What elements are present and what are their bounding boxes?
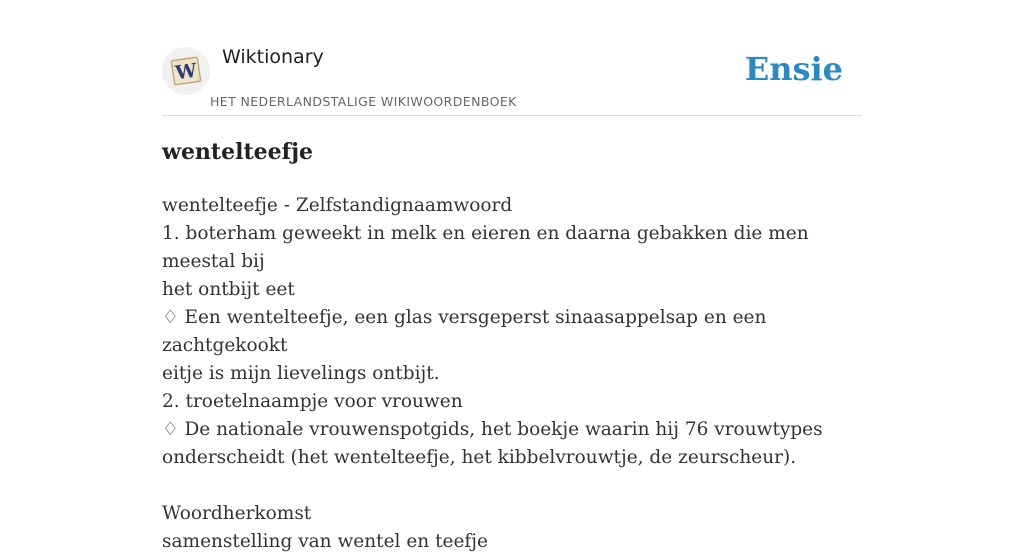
page-title: wentelteefje (162, 139, 314, 165)
definition-2: 2. troetelnaampje voor vrouwen (162, 391, 463, 412)
site-header (162, 0, 862, 116)
section-spacer (162, 472, 862, 500)
etymology-text: samenstelling van wentel en teefje (162, 531, 488, 552)
example-1: ♢ Een wentelteefje, een glas versgeperst sinaasappelsap en een zachtgekookt (162, 307, 767, 356)
entry-content (162, 192, 862, 556)
wiktionary-logo-icon[interactable] (162, 47, 210, 95)
ensie-brand-link[interactable]: Ensie (744, 50, 843, 88)
page (162, 0, 862, 552)
svg-text:W: W (174, 59, 199, 85)
logo-tile-graphic (168, 53, 204, 89)
site-subtitle: HET NEDERLANDSTALIGE WIKIWOORDENBOEK (210, 94, 517, 109)
etymology-heading: Woordherkomst (162, 503, 312, 524)
definition-1-continued: het ontbijt eet (162, 279, 295, 300)
example-1-continued: eitje is mijn lievelings ontbijt. (162, 363, 440, 384)
site-name[interactable]: Wiktionary (222, 46, 324, 68)
example-2: ♢ De nationale vrouwenspotgids, het boekje waarin hij 76 vrouwtypes (162, 419, 823, 440)
definition-1: 1. boterham geweekt in melk en eieren en daarna gebakken die men meestal bij (162, 223, 809, 272)
entry-heading: wentelteefje - Zelfstandignaamwoord (162, 195, 513, 216)
example-2-continued: onderscheidt (het wentelteefje, het kibbelvrouwtje, de zeurscheur). (162, 447, 797, 468)
